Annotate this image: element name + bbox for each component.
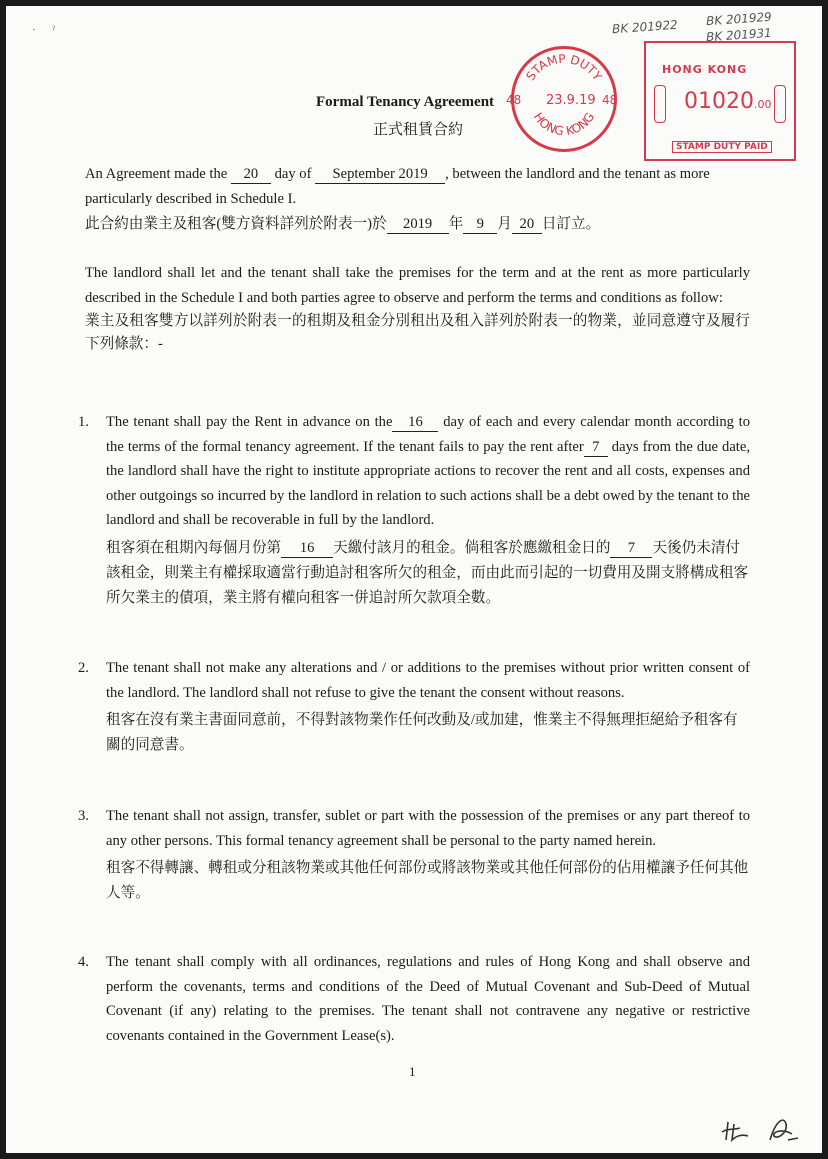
preamble-chinese: 業主及租客雙方以詳列於附表一的租期及租金分別租出及租入詳列於附表一的物業，並同意遵守及履行下列條款：- xyxy=(85,313,750,352)
intro-paragraph: An Agreement made the 20 day of September 2019 , between the landlord and the tenant as more particularly described in Schedule I. 此合約由業主及租客(雙方資料詳列於附表一)於 2019 年 9 月 20 日訂立。 xyxy=(85,162,750,237)
stamp-duty-circular-stamp xyxy=(506,46,618,152)
clause-3-english: The tenant shall not assign, transfer, sublet or part with the possession of the premises or any part thereof to any other persons. This formal tenancy agreement shall be personal to the party named herein. xyxy=(106,808,750,849)
handwritten-ref-1: BK 201922 xyxy=(611,17,679,37)
svg-text:HONG KONG: HONG KONG xyxy=(530,110,598,139)
clause-3-chinese: 租客不得轉讓、轉租或分租該物業或其他任何部份或將該物業或其他任何部份的佔用權讓予任何其他人等。 xyxy=(106,860,749,901)
stamp-date: 23.9.19 xyxy=(546,93,596,108)
preamble-english: The landlord shall let and the tenant shall take the premises for the term and at the rent as more particularly described in the Schedule I and both parties agree to observe and perform the terms and conditions as follow: xyxy=(85,265,750,306)
stamp-box-left-ornament xyxy=(654,85,666,123)
preamble-paragraph xyxy=(85,261,750,356)
clause-2-english: The tenant shall not make any alterations and / or additions to the premises without prior written consent of the landlord. The landlord shall not refuse to give the tenant the consent without reasons. xyxy=(106,660,750,701)
stamp-box-amount: 01020.00 xyxy=(684,89,772,114)
svg-text:STAMP DUTY: STAMP DUTY xyxy=(523,51,605,84)
clause-4: 4. The tenant shall comply with all ordinances, regulations and rules of Hong Kong and shall observe and perform the covenants, terms and conditions of the Deed of Mutual Covenant and Sub-Deed of Mutual Covenant (if any) relating to the premises. The tenant shall not contravene any negative or restrictive covenants contained in the Government Lease(s). xyxy=(78,950,750,1048)
clause-2: 2. The tenant shall not make any alterations and / or additions to the premises without prior written consent of the landlord. The landlord shall not refuse to give the tenant the consent without reasons. 租客在沒有業主書面同意前，不得對該物業作任何改動及/或加建，惟業主不得無理拒絕給予租客有關的同意書。 xyxy=(78,656,750,758)
page-number: 1 xyxy=(409,1064,416,1079)
agreement-day: 20 xyxy=(231,165,271,184)
agreement-month-year: September 2019 xyxy=(315,165,445,184)
handwritten-ref-2: BK 201929 xyxy=(705,9,773,29)
title-chinese: 正式租賃合約 xyxy=(373,122,464,138)
stamp-code-left: 48 xyxy=(506,93,522,107)
stamp-duty-paid-box xyxy=(644,41,796,161)
rent-due-day: 16 xyxy=(392,413,438,432)
grace-days: 7 xyxy=(584,438,608,457)
document-page xyxy=(6,6,822,1153)
stamp-box-right-ornament xyxy=(774,85,786,123)
stamp-code-right: 48 xyxy=(602,93,618,107)
clause-1-chinese: 租客須在租期內每個月份第 16 天繳付該月的租金。倘租客於應繳租金日的 7 天後仍未清付該租金，則業主有權採取適當行動追討租客所欠的租金，而由此而引起的一切費用及開支將構成租客所欠業主的債項，業主將有權向租客一併追討所欠款項全數。 xyxy=(106,539,749,606)
clause-4-english: The tenant shall comply with all ordinances, regulations and rules of Hong Kong and shall observe and perform the covenants, terms and conditions of the Deed of Mutual Covenant and Sub-Deed of Mutual Covenant (if any) relating to the premises. The tenant shall not contravene any negative or restrictive covenants contained in the Government Lease(s). xyxy=(106,954,750,1044)
scan-mark: · ˀ xyxy=(32,24,55,36)
clause-1-english: The tenant shall pay the Rent in advance on the 16 day of each and every calendar month according to the terms of the formal tenancy agreement. If the tenant fails to pay the rent after 7 days from the due date, the landlord shall have the right to institute appropriate actions to recover the rent and all costs, expenses and other outgoings so incurred by the landlord in relation to such actions shall be a debt owed by the tenant to the landlord and shall be recoverable in full by the landlord. xyxy=(106,414,750,528)
stamp-box-header: HONG KONG xyxy=(662,63,748,76)
handwritten-ref-3: BK 201931 xyxy=(705,25,773,45)
clause-3: 3. The tenant shall not assign, transfer, sublet or part with the possession of the premises or any part thereof to any other persons. This formal tenancy agreement shall be personal to the party named herein. 租客不得轉讓、轉租或分租該物業或其他任何部份或將該物業或其他任何部份的佔用權讓予任何其他人等。 xyxy=(78,804,750,906)
clause-2-chinese: 租客在沒有業主書面同意前，不得對該物業作任何改動及/或加建，惟業主不得無理拒絕給予租客有關的同意書。 xyxy=(106,712,738,753)
clause-1: 1. The tenant shall pay the Rent in advance on the 16 day of each and every calendar month according to the terms of the formal tenancy agreement. If the tenant fails to pay the rent after 7 days from the due date, the landlord shall have the right to institute appropriate actions to recover the rent and all costs, expenses and other outgoings so incurred by the landlord in relation to such actions shall be a debt owed by the tenant to the landlord and shall be recoverable in full by the landlord. 租客須在租期內每個月份第 16 天繳付該月的租金。倘租客於應繳租金日的 7 天後仍未清付該租金，則業主有權採取適當行動追討租客所欠的租金，而由此而引起的一切費用及開支將構成租客所欠業主的債項，業主將有權向租客一併追討所欠款項全數。 xyxy=(78,410,750,611)
title-english: Formal Tenancy Agreement xyxy=(316,94,495,110)
intro-chinese: 此合約由業主及租客(雙方資料詳列於附表一)於 2019 年 9 月 20 日訂立。 xyxy=(85,216,601,232)
handwritten-initials-icon xyxy=(718,1110,808,1150)
stamp-box-footer: STAMP DUTY PAID xyxy=(672,141,772,153)
